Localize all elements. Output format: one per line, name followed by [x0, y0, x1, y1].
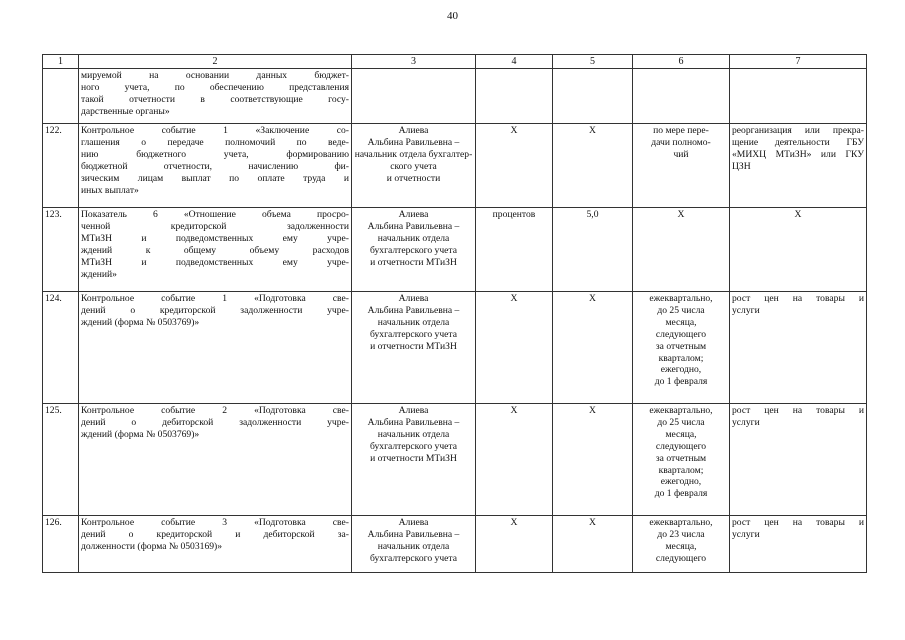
description-cell	[79, 404, 352, 516]
cell-line: ежегодно,	[660, 476, 702, 488]
value-cell	[553, 69, 633, 124]
cell-line: бухгалтерского учета	[370, 244, 457, 256]
unit-cell: процентов	[476, 208, 553, 292]
cell-line: Альбина Равильевна –	[367, 528, 460, 540]
cell-line: начальник отдела	[377, 316, 450, 328]
cell-line: ждений (форма № 0503769)»	[81, 428, 200, 440]
header-col-1: 1	[43, 55, 79, 69]
cell-line: ского учета	[390, 160, 437, 172]
cell-line: Контрольное событие 3 «Подготовка све-	[81, 517, 349, 528]
plan-table	[42, 54, 867, 573]
risks-cell	[730, 292, 867, 404]
cell-line: щение деятельности ГБУ	[732, 136, 864, 148]
cell-line: Х	[677, 209, 685, 220]
cell-line: Алиева	[398, 293, 429, 304]
risks-cell	[730, 69, 867, 124]
responsible-cell	[352, 404, 476, 516]
row-number: 122.	[43, 124, 79, 208]
cell-line: начальник отдела	[377, 428, 450, 440]
cell-line: Показатель 6 «Отношение объема просро-	[81, 209, 349, 220]
unit-cell: Х	[476, 516, 553, 573]
cell-line: ежегодно,	[660, 364, 702, 376]
cell-line: ждений»	[81, 268, 117, 280]
row-number: 126.	[43, 516, 79, 573]
cell-line: нию бюджетного учета, формированию	[81, 148, 349, 160]
cell-line: кварталом;	[658, 464, 704, 476]
cell-line: дений о кредиторской задолженности учре-	[81, 304, 349, 316]
deadline-cell	[633, 208, 730, 292]
table-row	[43, 292, 867, 404]
cell-line: до 25 числа	[657, 304, 705, 316]
table-row	[43, 124, 867, 208]
cell-line: месяца,	[665, 316, 697, 328]
cell-line: иных выплат»	[81, 184, 139, 196]
cell-line: начальник отдела бухгалтер-	[354, 148, 473, 160]
cell-line: «МИХЦ МТиЗН» или ГКУ	[732, 148, 864, 160]
cell-line: Алиева	[398, 517, 429, 528]
description-cell	[79, 69, 352, 124]
cell-line: услуги	[732, 304, 760, 316]
value-cell: Х	[553, 516, 633, 573]
deadline-cell	[633, 404, 730, 516]
row-number: 123.	[43, 208, 79, 292]
cell-line: следующего	[655, 552, 707, 564]
cell-line: глашения о передаче полномочий по веде-	[81, 136, 349, 148]
header-col-2: 2	[79, 55, 352, 69]
unit-cell: Х	[476, 124, 553, 208]
cell-line: бюджетной отчетности, начислению фи-	[81, 160, 349, 172]
table-row	[43, 516, 867, 573]
header-col-5: 5	[553, 55, 633, 69]
cell-line: бухгалтерского учета	[370, 552, 457, 564]
cell-line: ждений к общему объему расходов	[81, 244, 349, 256]
cell-line: рост цен на товары и	[732, 293, 864, 304]
unit-cell: Х	[476, 404, 553, 516]
deadline-cell	[633, 516, 730, 573]
cell-line: начальник отдела	[377, 232, 450, 244]
cell-line: Контрольное событие 2 «Подготовка све-	[81, 405, 349, 416]
cell-line: бухгалтерского учета	[370, 440, 457, 452]
deadline-cell	[633, 124, 730, 208]
cell-line: ченной кредиторской задолженности	[81, 220, 349, 232]
header-col-6: 6	[633, 55, 730, 69]
row-number: 124.	[43, 292, 79, 404]
cell-line: зическим лицам выплат по оплате труда и	[81, 172, 349, 184]
responsible-cell	[352, 124, 476, 208]
row-number: 125.	[43, 404, 79, 516]
cell-line: ежеквартально,	[649, 293, 713, 304]
table-body	[43, 55, 867, 573]
cell-line: и отчетности МТиЗН	[370, 452, 457, 464]
cell-line: бухгалтерского учета	[370, 328, 457, 340]
cell-line: Алиева	[398, 405, 429, 416]
deadline-cell	[633, 292, 730, 404]
cell-line: Контрольное событие 1 «Заключение со-	[81, 125, 349, 136]
cell-line: кварталом;	[658, 352, 704, 364]
cell-line: следующего	[655, 328, 707, 340]
cell-line: дарственные органы»	[81, 105, 170, 117]
cell-line: Контрольное событие 1 «Подготовка све-	[81, 293, 349, 304]
description-cell	[79, 208, 352, 292]
responsible-cell	[352, 516, 476, 573]
cell-line: ждений (форма № 0503769)»	[81, 316, 200, 328]
cell-line: ежеквартально,	[649, 405, 713, 416]
cell-line: Алиева	[398, 209, 429, 220]
cell-line: рост цен на товары и	[732, 517, 864, 528]
cell-line: МТиЗН и подведомственных ему учре-	[81, 232, 349, 244]
risks-cell	[730, 404, 867, 516]
header-col-4: 4	[476, 55, 553, 69]
responsible-cell	[352, 208, 476, 292]
cell-line: до 23 числа	[657, 528, 705, 540]
table-row	[43, 69, 867, 124]
header-row	[43, 55, 867, 69]
cell-line: мируемой на основании данных бюджет-	[81, 70, 349, 81]
cell-line: следующего	[655, 440, 707, 452]
description-cell	[79, 124, 352, 208]
deadline-cell	[633, 69, 730, 124]
responsible-cell	[352, 292, 476, 404]
risks-cell	[730, 124, 867, 208]
cell-line: месяца,	[665, 540, 697, 552]
cell-line: ного учета, по обеспечению представления	[81, 81, 349, 93]
cell-line: начальник отдела	[377, 540, 450, 552]
risks-cell	[730, 516, 867, 573]
value-cell: Х	[553, 124, 633, 208]
cell-line: Алиева	[398, 125, 429, 136]
cell-line: до 1 февраля	[654, 376, 708, 388]
cell-line: Альбина Равильевна –	[367, 220, 460, 232]
cell-line: услуги	[732, 416, 760, 428]
table-row	[43, 208, 867, 292]
header-col-7: 7	[730, 55, 867, 69]
cell-line: дачи полномо-	[651, 136, 711, 148]
cell-line: рост цен на товары и	[732, 405, 864, 416]
cell-line: реорганизация или прекра-	[732, 125, 864, 136]
cell-line: ежеквартально,	[649, 517, 713, 528]
risks-cell	[730, 208, 867, 292]
description-cell	[79, 516, 352, 573]
row-number	[43, 69, 79, 124]
responsible-cell	[352, 69, 476, 124]
table-row	[43, 404, 867, 516]
cell-line: дений о дебиторской задолженности учре-	[81, 416, 349, 428]
value-cell: Х	[553, 292, 633, 404]
cell-line: МТиЗН и подведомственных ему учре-	[81, 256, 349, 268]
cell-line: такой отчетности в соответствующие госу-	[81, 93, 349, 105]
description-cell	[79, 292, 352, 404]
cell-line: чий	[673, 148, 689, 160]
value-cell: Х	[553, 404, 633, 516]
cell-line: до 25 числа	[657, 416, 705, 428]
cell-line: Альбина Равильевна –	[367, 136, 460, 148]
cell-line: Альбина Равильевна –	[367, 416, 460, 428]
cell-line: до 1 февраля	[654, 488, 708, 500]
header-col-3: 3	[352, 55, 476, 69]
cell-line: и отчетности	[386, 172, 441, 184]
unit-cell	[476, 69, 553, 124]
cell-line: месяца,	[665, 428, 697, 440]
cell-line: за отчетным	[655, 452, 707, 464]
cell-line: услуги	[732, 528, 760, 540]
value-cell: 5,0	[553, 208, 633, 292]
cell-line: ЦЗН	[732, 160, 751, 172]
cell-line: и отчетности МТиЗН	[370, 256, 457, 268]
unit-cell: Х	[476, 292, 553, 404]
cell-line: по мере пере-	[653, 125, 709, 136]
cell-line: долженности (форма № 0503169)»	[81, 540, 223, 552]
cell-line: за отчетным	[655, 340, 707, 352]
cell-line: дений о кредиторской и дебиторской за-	[81, 528, 349, 540]
cell-line: и отчетности МТиЗН	[370, 340, 457, 352]
page-number: 40	[447, 10, 458, 22]
cell-line: Х	[794, 209, 802, 220]
cell-line: Альбина Равильевна –	[367, 304, 460, 316]
